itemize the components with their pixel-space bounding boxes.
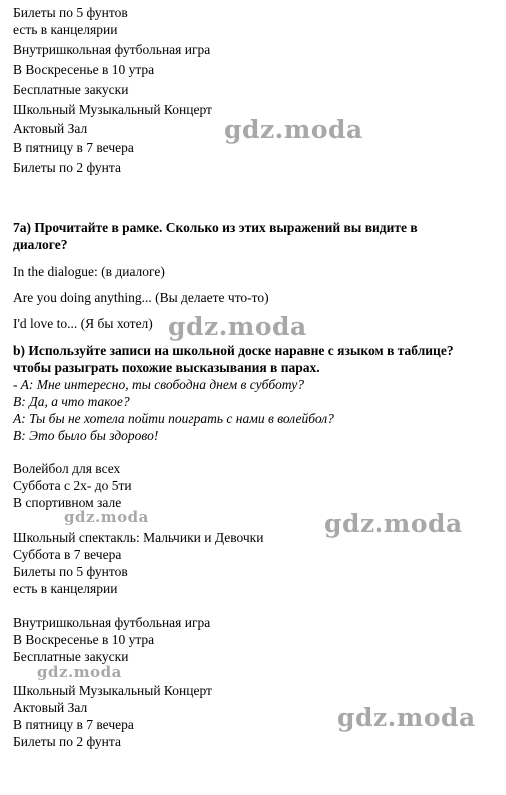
dialogue-line: B: Да, а что такое?	[13, 394, 130, 409]
task-7b-heading: чтобы разыграть похожие высказывания в парах.	[13, 360, 320, 375]
watermark: gdz.moda	[37, 663, 122, 681]
phrase-line: In the dialogue: (в диалоге)	[13, 264, 165, 279]
watermark: gdz.moda	[224, 115, 363, 144]
notice-line: есть в канцелярии	[13, 581, 118, 596]
phrase-line: Are you doing anything... (Вы делаете что-то)	[13, 290, 269, 305]
notice-line: Бесплатные закуски	[13, 649, 129, 664]
notice-line: есть в канцелярии	[13, 22, 118, 37]
notice-line: Школьный спектакль: Мальчики и Девочки	[13, 530, 264, 545]
notice-line: Школьный Музыкальный Концерт	[13, 102, 212, 117]
notice-line: Внутришкольная футбольная игра	[13, 615, 211, 630]
watermark: gdz.moda	[337, 703, 476, 732]
task-7b-heading: b) Используйте записи на школьной доске наравне с языком в таблице?	[13, 343, 454, 358]
watermark: gdz.moda	[324, 509, 463, 538]
dialogue-line: - A: Мне интересно, ты свободна днем в субботу?	[13, 377, 304, 392]
notice-line: Внутришкольная футбольная игра	[13, 42, 211, 57]
notice-line: В пятницу в 7 вечера	[13, 140, 134, 155]
notice-line: Школьный Музыкальный Концерт	[13, 683, 212, 698]
task-7a-heading: 7a) Прочитайте в рамке. Сколько из этих выражений вы видите в	[13, 220, 418, 235]
notice-line: Билеты по 2 фунта	[13, 734, 121, 749]
notice-line: В Воскресенье в 10 утра	[13, 62, 155, 77]
notice-line: В Воскресенье в 10 утра	[13, 632, 155, 647]
watermark: gdz.moda	[64, 508, 149, 526]
phrase-line: I'd love to... (Я бы хотел)	[13, 316, 153, 331]
watermark: gdz.moda	[168, 312, 307, 341]
notice-line: Билеты по 5 фунтов	[13, 564, 128, 579]
notice-line: Суббота с 2х- до 5ти	[13, 478, 132, 493]
notice-line: Билеты по 5 фунтов	[13, 5, 128, 20]
dialogue-line: B: Это было бы здорово!	[13, 428, 159, 443]
notice-line: Актовый Зал	[13, 700, 88, 715]
notice-line: Бесплатные закуски	[13, 82, 129, 97]
notice-line: Билеты по 2 фунта	[13, 160, 121, 175]
notice-line: Волейбол для всех	[13, 461, 121, 476]
notice-line: В пятницу в 7 вечера	[13, 717, 134, 732]
notice-line: Суббота в 7 вечера	[13, 547, 122, 562]
notice-line: В спортивном зале	[13, 495, 122, 510]
task-7a-heading: диалоге?	[13, 237, 68, 252]
dialogue-line: A: Ты бы не хотела пойти поиграть с нами в волейбол?	[13, 411, 334, 426]
notice-line: Актовый Зал	[13, 121, 88, 136]
